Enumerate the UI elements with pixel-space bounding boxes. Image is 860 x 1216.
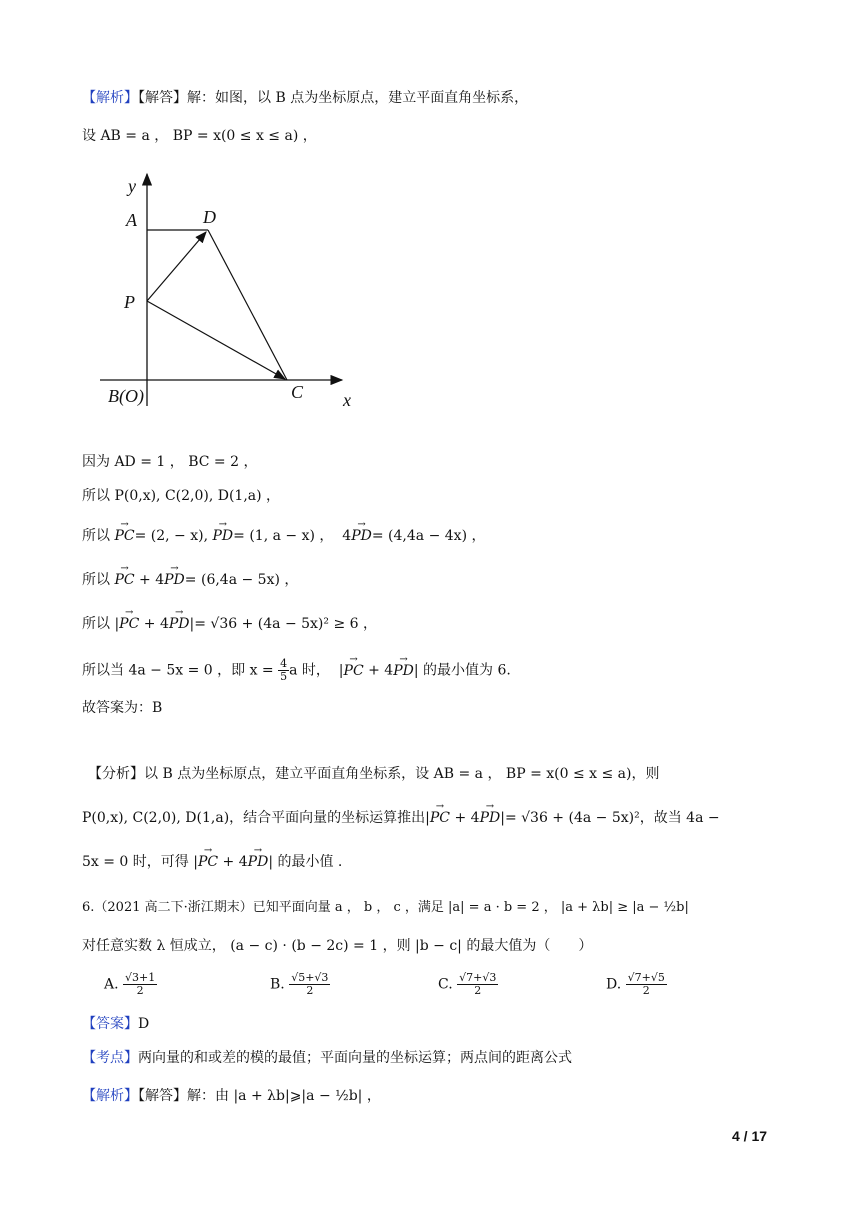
label-x: x (343, 390, 351, 410)
vec-pc: → PC (114, 526, 134, 546)
fraction-4-5: $\frac{4}{5}$ (280, 657, 288, 683)
label-a: A (126, 210, 137, 230)
coordinate-figure (100, 168, 360, 418)
option-b[interactable]: B. $\frac{√5+√3}{2}$ (270, 971, 329, 997)
answer-value: D (138, 1016, 150, 1032)
points-line: 所以 P(0,x), C(2,0), D(1,a) ， (82, 488, 281, 504)
intro-text: 解：如图，以 B 点为坐标原点，建立平面直角坐标系， (187, 90, 529, 106)
option-c[interactable]: C. $\frac{√7+√3}{2}$ (438, 971, 497, 997)
analysis-line-2: P(0,x), C(2,0), D(1,a)，结合平面向量的坐标运算推出|→ PC + 4→ PD|= √36 + (4a − 5x)²，故当 4a − (82, 808, 720, 828)
vectors-line: 所以 → PC= (2, − x), → PD= (1, a − x) ， 4→ PD= (4,4a − 4x) ， (82, 526, 485, 546)
answer-line (82, 1014, 149, 1034)
page-number: 4 / 17 (732, 1128, 768, 1144)
knowledge-point-line: 【考点】两向量的和或差的模的最值；平面向量的坐标运算；两点间的距离公式 (82, 1050, 572, 1066)
label-bo: B(O) (108, 386, 144, 406)
question-6-line-1: 6.（2021 高二下·浙江期末）已知平面向量 a ， b ， c ，满足 |a| = a · b = 2 ， |a + λb| ≥ |a − ½b| (82, 900, 689, 915)
question-6-line-2: 对任意实数 λ 恒成立， (a − c) · (b − 2c) = 1 ，则 |b − c| 的最大值为（ ） (82, 938, 593, 954)
label-y: y (128, 176, 136, 196)
setup-line: 设 AB = a ， BP = x(0 ≤ x ≤ a) ， (82, 128, 317, 144)
analysis-label: 【分析】 (88, 766, 144, 782)
vector-pc (147, 301, 285, 379)
answer-label: 【答案】 (82, 1016, 138, 1032)
analysis-line-3: 5x = 0 时，可得 |→ PC + 4→ PD| 的最小值 . (82, 852, 342, 872)
vec-pd: → PD (212, 526, 233, 546)
option-d[interactable]: D. $\frac{√7+√5}{2}$ (606, 971, 665, 997)
analysis-tag: 【解析】 (82, 90, 138, 106)
sum-line: 所以 → PC + 4→ PD= (6,4a − 5x) ， (82, 570, 298, 590)
analysis-line-1: 【分析】以 B 点为坐标原点，建立平面直角坐标系，设 AB = a ， BP = x(0 ≤ x ≤ a)，则 (88, 766, 660, 782)
knowledge-label: 【考点】 (82, 1050, 138, 1066)
label-c: C (291, 382, 304, 402)
modulus-line: 所以 |→ PC + 4→ PD|= √36 + (4a − 5x)² ≥ 6 ， (82, 614, 377, 634)
label-d: D (203, 207, 216, 227)
label-p: P (124, 292, 135, 312)
solution-line: 【解析】【解答】解：由 |a + λb|⩾|a − ½b| ， (82, 1088, 381, 1104)
vector-pd (147, 232, 206, 301)
minimum-line: 所以当 4a − 5x = 0 ，即 x = $\frac{4}{5}$ a 时， |→ PC + 4→ PD| 的最小值为 6. (82, 658, 511, 683)
solution-intro (82, 88, 528, 108)
option-a[interactable]: A. $\frac{√3+1}{2}$ (104, 971, 156, 997)
final-answer-line: 故答案为：B (82, 700, 163, 716)
given-line: 因为 AD = 1 ， BC = 2 ， (82, 454, 258, 470)
answer-tag: 【解答】 (138, 90, 187, 106)
